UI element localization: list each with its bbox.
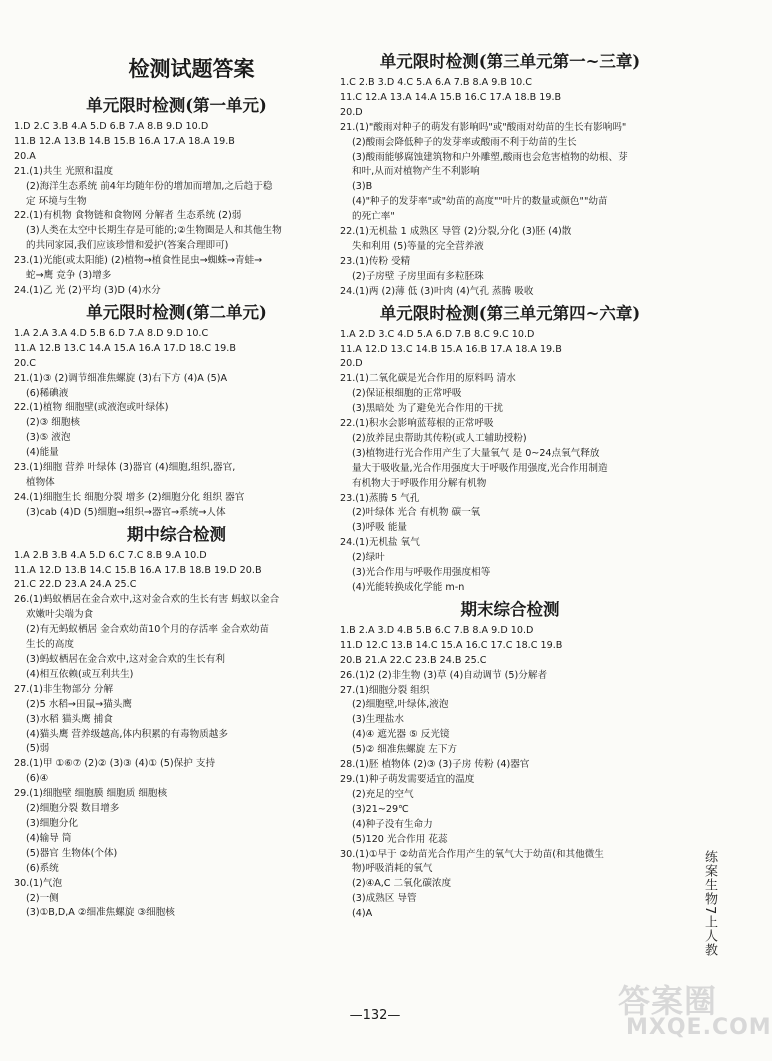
answer-line: 的死亡率" [352,211,395,223]
side-label: 练案生物7上人教 [702,850,717,958]
answer-line: (2)子房壁 子房里面有多粒胚珠 [352,270,484,282]
page-number: —132— [349,1008,401,1023]
answer-line: 1.D 2.C 3.B 4.A 5.D 6.B 7.A 8.B 9.D 10.D [14,121,209,132]
answer-line: (3)酸雨能够腐蚀建筑物和户外雕塑,酸雨也会危害植物的幼根、芽 [352,151,628,163]
answer-line: 1.A 2.D 3.C 4.D 5.A 6.D 7.B 8.C 9.C 10.D [340,328,535,340]
answer-line: 23.(1)传粉 受精 [340,255,411,267]
answer-line: 27.(1)细胞分裂 组织 [340,684,430,696]
answer-line: (3)蚂蚁栖居在金合欢中,这对金合欢的生长有利 [26,654,225,665]
answer-line: 22.(1)有机物 食物链和食物网 分解者 生态系统 (2)弱 [14,210,242,222]
answer-line: 22.(1)无机盐 1 成熟区 导管 (2)分裂,分化 (3)胚 (4)散 [340,226,572,238]
answer-line: 生长的高度 [26,639,74,651]
answer-line: 24.(1)两 (2)薄 低 (3)叶肉 (4)气孔 蒸腾 吸收 [340,285,534,297]
answer-line: 20.D [340,358,363,370]
answer-line: (2)有无蚂蚁栖居 金合欢幼苗10个月的存活率 金合欢幼苗 [26,624,269,636]
answer-line: 23.(1)蒸腾 5 气孔 [340,492,420,504]
answer-line: 欢嫩叶尖端为食 [26,609,94,621]
answer-line: 20.C [14,357,36,369]
answer-line: 11.D 12.C 13.B 14.C 15.A 16.C 17.C 18.C 19.B [340,639,563,651]
answer-line: 和叶,从而对植物产生不利影响 [352,166,480,178]
answer-line: (3)黑暗处 为了避免光合作用的干扰 [352,403,503,415]
answer-line: (3)21~29℃ [352,803,409,815]
section-title: 单元限时检测(第一单元) [86,96,267,115]
answer-line: 定 环境与生物 [26,195,87,207]
answer-line: 植物体 [26,476,55,488]
answer-line: (3)生理盐水 [352,714,404,726]
answer-line: 22.(1)植物 细胞壁(或液泡或叶绿体) [14,402,169,414]
answer-line: (3)B [352,181,373,193]
left-column [14,48,339,921]
section-title: 单元限时检测(第二单元) [86,302,267,322]
answer-line: 28.(1)胚 植物体 (2)③ (3)子房 传粉 (4)器官 [340,759,530,771]
answer-line: 30.(1)①早于 ②幼苗光合作用产生的氧气大于幼苗(和其他微生 [340,848,604,860]
answer-line: 27.(1)非生物部分 分解 [14,683,114,695]
answer-line: 失和利用 (5)等量的完全营养液 [352,240,484,252]
answer-line: 23.(1)光能(或太阳能) (2)植物→植食性昆虫→蜘蛛→青蛙→ [14,255,263,267]
answer-line: 26.(1)蚂蚁栖居在金合欢中,这对金合欢的生长有害 蚂蚁以金合 [14,594,280,606]
answer-line: (6)系统 [26,862,59,874]
answer-line: (3)人类在太空中长期生存是可能的;②生物圈是人和其他生物 [26,225,282,237]
section-title: 期末综合检测 [460,599,560,619]
answer-line: (2)绿叶 [352,552,385,564]
answer-line: (4)A [352,908,373,920]
watermark-top: 答案圈 [618,982,718,1020]
right-sections [340,50,680,922]
answer-line: (3)⑤ 液泡 [26,432,71,444]
answer-line: (3)①B,D,A ②细准焦螺旋 ③细胞核 [26,907,175,919]
answer-line: (2)细胞壁,叶绿体,液泡 [352,699,449,711]
answer-line: (4)种子没有生命力 [352,818,433,830]
page-title: 检测试题答案 [128,56,255,81]
right-column [340,48,680,922]
answer-line: 28.(1)甲 ①⑥⑦ (2)② (3)③ (4)① (5)保护 支持 [14,758,216,770]
answer-line: 20.B 21.A 22.C 23.B 24.B 25.C [340,654,487,666]
answer-line: 1.A 2.A 3.A 4.D 5.B 6.D 7.A 8.D 9.D 10.C [14,327,209,339]
answer-line: 21.(1)③ (2)调节细准焦螺旋 (3)右下方 (4)A (5)A [14,372,228,384]
answer-line: 量大于吸收量,光合作用强度大于呼吸作用强度,光合作用制造 [352,462,608,474]
answer-line: 11.A 12.B 13.C 14.A 15.A 16.A 17.D 18.C 19.B [14,342,236,354]
answer-line: 11.C 12.A 13.A 14.A 15.B 16.C 17.A 18.B 19.B [340,91,562,103]
answer-line: 21.(1)"酸雨对种子的萌发有影响吗"或"酸雨对幼苗的生长有影响吗" [340,121,627,133]
section-title: 期中综合检测 [127,524,226,544]
answer-line: (2)③ 细胞核 [26,417,81,429]
answer-line: (2)④A,C 二氧化碳浓度 [352,878,452,890]
answer-line: 1.C 2.B 3.D 4.C 5.A 6.A 7.B 8.A 9.B 10.C [340,77,533,88]
answer-line: 20.A [14,150,36,162]
answer-line: (2)保证根细胞的正常呼吸 [352,388,462,400]
answer-line: 30.(1)气泡 [14,877,63,889]
answer-line: (4)相互依赖(或互利共生) [26,668,134,680]
watermark-bottom: MXQE.COM [626,1015,772,1040]
answer-line: 23.(1)细胞 营养 叶绿体 (3)器官 (4)细胞,组织,器官, [14,462,236,474]
answer-line: (5)器官 生物体(个体) [26,847,118,859]
answer-line: (2)放养昆虫帮助其传粉(或人工辅助授粉) [352,432,527,444]
answer-line: (3)cab (4)D (5)细胞→组织→器官→系统→人体 [26,506,226,518]
answer-line: 1.B 2.A 3.D 4.B 5.B 6.C 7.B 8.A 9.D 10.D [340,624,534,636]
answer-line: (4)猫头鹰 营养级越高,体内积累的有毒物质越多 [26,728,228,740]
answer-line: 24.(1)细胞生长 细胞分裂 增多 (2)细胞分化 组织 器官 [14,491,245,503]
answer-line: 21.(1)二氧化碳是光合作用的原料吗 清水 [340,373,516,385]
answer-line: (2)5 水稻→田鼠→猫头鹰 [26,698,132,710]
answer-line: (4)输导 筒 [26,832,72,844]
answer-line: (3)水稻 猫头鹰 捕食 [26,713,113,725]
answer-line: (3)细胞分化 [26,817,78,829]
answer-line: 24.(1)乙 光 (2)平均 (3)D (4)水分 [14,284,161,296]
answer-line: 26.(1)2 (2)非生物 (3)草 (4)自动调节 (5)分解者 [340,669,548,681]
answer-line: 22.(1)积水会影响蓝莓根的正常呼吸 [340,418,494,430]
answer-line: (6)稀碘液 [26,387,69,399]
watermark-logo [618,982,772,1040]
answer-line: (3)成熟区 导管 [352,893,417,905]
answer-line: 29.(1)种子萌发需要适宜的温度 [340,773,475,785]
answer-line: 11.A 12.D 13.B 14.C 15.B 16.A 17.B 18.B 19.D 20.B [14,564,262,576]
answer-line: (6)④ [26,773,49,785]
answer-line: 有机物大于呼吸作用分解有机物 [352,477,487,489]
answer-line: (2)充足的空气 [352,788,414,800]
section-title: 单元限时检测(第三单元第一~三章) [379,52,641,71]
answer-line: 11.B 12.A 13.B 14.B 15.B 16.A 17.A 18.A 19.B [14,135,235,147]
answer-line: (5)② 细准焦螺旋 左下方 [352,744,458,756]
answer-line: (4)"种子的发芽率"或"幼苗的高度""叶片的数量或颜色""幼苗 [352,196,608,208]
answer-line: (3)植物进行光合作用产生了大量氧气 是 0~24点氧气释放 [352,447,600,459]
answer-line: 11.A 12.D 13.C 14.B 15.A 16.B 17.A 18.A 19.B [340,343,562,355]
answer-line: (5)120 光合作用 花蕊 [352,833,448,845]
answer-line: (4)光能转换成化学能 m-n [352,582,465,593]
answer-line: 21.(1)共生 光照和温度 [14,165,114,177]
answer-line: 物)呼吸消耗的氧气 [352,863,433,875]
answer-line: (5)弱 [26,743,50,755]
left-sections [14,94,339,921]
answer-line: (2)叶绿体 光合 有机物 碳一氧 [352,507,481,519]
answer-line: 20.D [340,106,363,118]
answer-line: 29.(1)细胞壁 细胞膜 细胞质 细胞核 [14,788,168,800]
answer-line: (2)酸雨会降低种子的发芽率或酸雨不利于幼苗的生长 [352,136,577,148]
answer-line: (2)细胞分裂 数目增多 [26,803,120,815]
section-title: 单元限时检测(第三单元第四~六章) [379,303,641,323]
answer-line: (4)能量 [26,447,59,459]
answer-line: (2)海洋生态系统 前4年均随年份的增加而增加,之后趋于稳 [26,180,273,192]
answer-line: (3)呼吸 能量 [352,522,408,534]
answer-line: (4)④ 遮光器 ⑤ 反光镜 [352,729,450,741]
answer-line: 24.(1)无机盐 氧气 [340,537,420,549]
answer-line: 21.C 22.D 23.A 24.A 25.C [14,579,137,591]
answer-line: (3)光合作用与呼吸作用强度相等 [352,567,491,579]
answer-line: 的共同家园,我们应该珍惜和爱护(答案合理即可) [26,240,229,252]
answer-line: 蛇→鹰 竞争 (3)增多 [26,270,112,282]
answer-line: 1.A 2.B 3.B 4.A 5.D 6.C 7.C 8.B 9.A 10.D [14,549,207,561]
answer-line: (2)一侧 [26,892,59,904]
